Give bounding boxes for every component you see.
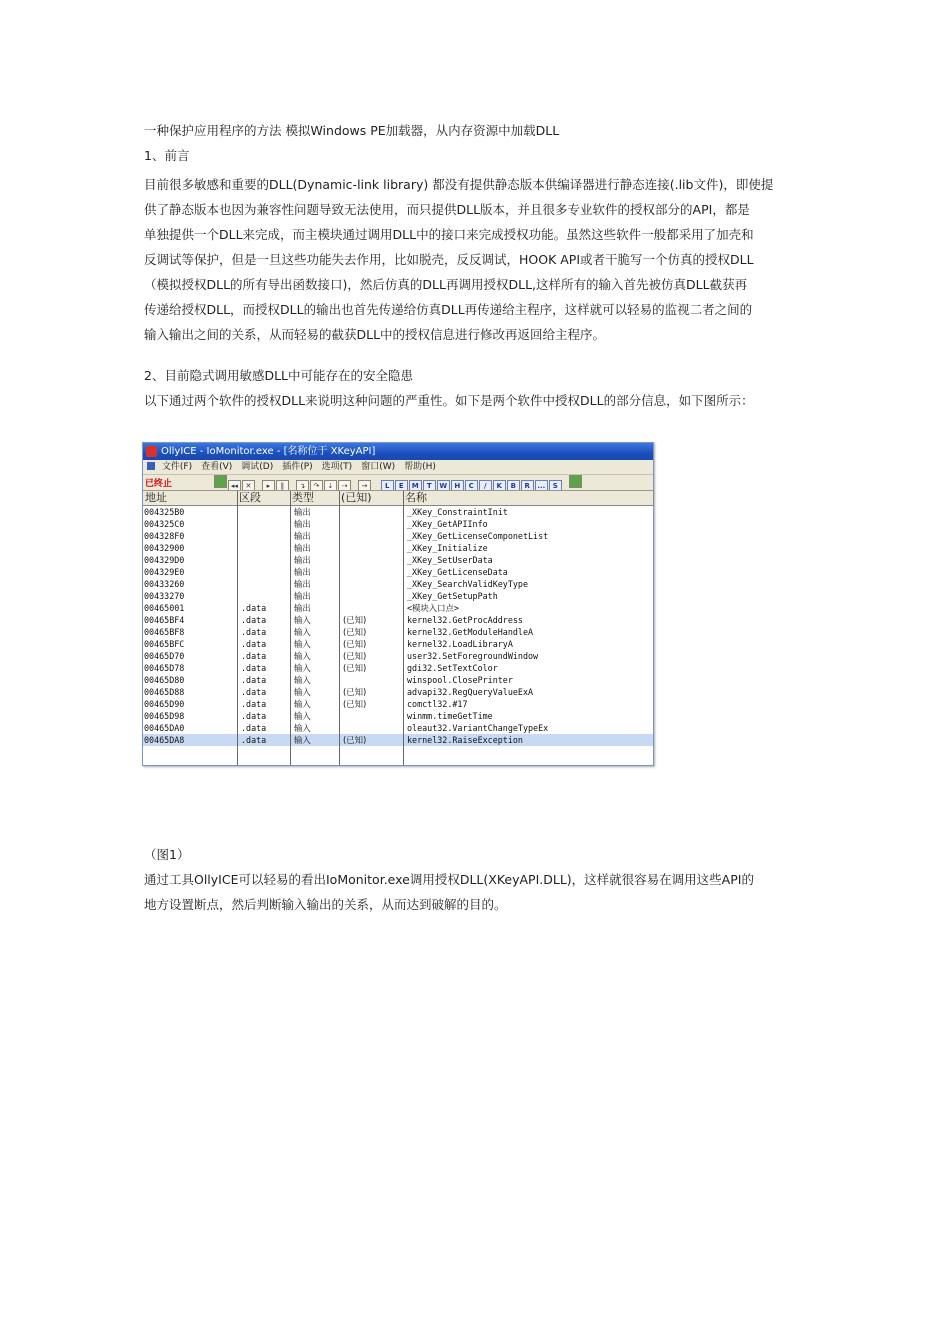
name-cell: _XKey_GetSetupPath [407,591,498,601]
type-cell: 输入 [294,627,311,637]
type-cell: 输出 [294,543,311,553]
type-cell: 输入 [294,663,311,673]
table-row[interactable] [143,554,653,566]
table-row[interactable] [143,602,653,614]
address-cell: 00433270 [144,591,185,601]
mdi-system-icon[interactable] [147,462,155,470]
ollyice-logo-icon [146,446,157,457]
figure-caption: （图1） [144,847,190,862]
type-cell: 输出 [294,591,311,601]
window-button[interactable]: K [493,480,506,491]
type-cell: 输入 [294,615,311,625]
step-into-icon[interactable]: ↴ [296,480,309,491]
section-cell: .data [241,711,267,721]
restart-icon[interactable]: ◂◂ [228,480,241,491]
section-cell: .data [241,735,267,745]
window-title: OllyICE - IoMonitor.exe - [名称位于 XKeyAPI] [161,446,376,457]
table-row[interactable] [143,722,653,734]
table-row[interactable] [143,674,653,686]
type-cell: 输入 [294,639,311,649]
name-cell: <模块入口点> [407,603,459,613]
address-cell: 00465D80 [144,675,185,685]
window-button[interactable]: / [479,480,492,491]
type-cell: 输入 [294,735,311,745]
section-cell: .data [241,627,267,637]
name-cell: _XKey_SetUserData [407,555,493,565]
name-cell: gdi32.SetTextColor [407,663,498,673]
address-cell: 00465D88 [144,687,185,697]
type-cell: 输入 [294,711,311,721]
window-button[interactable]: C [465,480,478,491]
type-cell: 输出 [294,531,311,541]
known-cell: (已知) [343,687,367,697]
menu-item[interactable]: 文件(F) [161,462,193,472]
name-cell: oleaut32.VariantChangeTypeEx [407,723,549,733]
section2-body: 以下通过两个软件的授权DLL来说明这种问题的严重性。如下是两个软件中授权DLL的部分信息，如下图所示： [144,393,754,408]
section1-heading: 1、前言 [144,148,190,163]
address-cell: 004329E0 [144,567,185,577]
table-row[interactable] [143,734,653,746]
section-cell: .data [241,699,267,709]
toolbar [143,475,653,491]
open-icon[interactable] [214,475,227,488]
address-cell: 00433260 [144,579,185,589]
table-row[interactable] [143,542,653,554]
name-cell: kernel32.GetProcAddress [407,615,523,625]
list-view-icon[interactable] [569,475,582,488]
menu-item[interactable]: 帮助(H) [404,462,436,472]
section-cell: .data [241,651,267,661]
document-body [144,118,808,413]
menu-item[interactable]: 窗口(W) [361,462,396,472]
trace-over-icon[interactable]: ⇢ [338,480,351,491]
section-cell: .data [241,687,267,697]
table-row[interactable] [143,650,653,662]
pause-icon[interactable]: ‖ [276,480,289,491]
section1-line: （模拟授权DLL的所有导出函数接口)，然后仿真的DLL再调用授权DLL,这样所有的输入首先被仿真DLL截获再 [144,277,748,292]
section1-line: 单独提供一个DLL来完成，而主模块通过调用DLL中的接口来完成授权功能。虽然这些软件一般都采用了加壳和 [144,227,754,242]
name-cell: _XKey_ConstraintInit [407,507,508,517]
table-row[interactable] [143,518,653,530]
address-cell: 004325B0 [144,507,185,517]
address-cell: 00465D78 [144,663,185,673]
document-after [144,842,808,917]
status-text: 已终止 [145,479,173,489]
name-cell: user32.SetForegroundWindow [407,651,539,661]
table-header [143,491,653,506]
document-title: 一种保护应用程序的方法 模拟Windows PE加载器，从内存资源中加载DLL [144,123,560,138]
table-row[interactable] [143,710,653,722]
column-header[interactable]: 名称 [403,491,654,505]
window-button[interactable]: M [409,480,422,491]
names-table [143,491,653,765]
type-cell: 输出 [294,603,311,613]
table-rows [143,506,653,746]
menu-item[interactable]: 调试(D) [241,462,274,472]
type-cell: 输出 [294,579,311,589]
window-button[interactable]: L [381,480,394,491]
known-cell: (已知) [343,615,367,625]
execute-till-return-icon[interactable]: → [358,480,371,491]
window-button[interactable]: H [451,480,464,491]
window-button[interactable]: B [507,480,520,491]
close-icon[interactable]: ✕ [242,480,255,491]
menu-item[interactable]: 查看(V) [201,462,233,472]
menu-item[interactable]: 选项(T) [321,462,353,472]
name-cell: winspool.ClosePrinter [407,675,513,685]
address-cell: 00465D70 [144,651,185,661]
section1-line: 目前很多敏感和重要的DLL(Dynamic-link library) 都没有提供静态版本供编译器进行静态连接(.lib文件)，即使提 [144,177,774,192]
run-icon[interactable]: ▸ [262,480,275,491]
type-cell: 输入 [294,687,311,697]
address-cell: 00465DA0 [144,723,185,733]
trace-into-icon[interactable]: ⇣ [324,480,337,491]
address-cell: 00465D90 [144,699,185,709]
name-cell: comctl32.#17 [407,699,468,709]
table-row[interactable] [143,614,653,626]
known-cell: (已知) [343,663,367,673]
window-button[interactable]: W [437,480,450,491]
address-cell: 00465BF4 [144,615,185,625]
name-cell: kernel32.GetModuleHandleA [407,627,534,637]
section-cell: .data [241,675,267,685]
type-cell: 输出 [294,555,311,565]
table-row[interactable] [143,662,653,674]
known-cell: (已知) [343,735,367,745]
name-cell: advapi32.RegQueryValueExA [407,687,534,697]
section-cell: .data [241,723,267,733]
type-cell: 输出 [294,507,311,517]
table-row[interactable] [143,626,653,638]
section-cell: .data [241,603,267,613]
address-cell: 00465BF8 [144,627,185,637]
address-cell: 00465BFC [144,639,185,649]
table-row[interactable] [143,686,653,698]
menu-item[interactable]: 插件(P) [282,462,313,472]
name-cell: kernel32.LoadLibraryA [407,639,513,649]
column-header[interactable]: 区段 [237,491,291,505]
table-row[interactable] [143,506,653,518]
window-titlebar[interactable] [143,443,653,460]
section1-line: 供了静态版本也因为兼容性问题导致无法使用，而只提供DLL版本，并且很多专业软件的授权部分的API，都是 [144,202,750,217]
table-row[interactable] [143,530,653,542]
table-row[interactable] [143,698,653,710]
type-cell: 输出 [294,567,311,577]
table-row[interactable] [143,566,653,578]
table-row[interactable] [143,578,653,590]
ollyice-window [142,442,654,766]
address-cell: 004325C0 [144,519,185,529]
section1-line: 反调试等保护，但是一旦这些功能失去作用，比如脱壳，反反调试，HOOK API或者干脆写一个仿真的授权DLL [144,252,754,267]
name-cell: _XKey_SearchValidKeyType [407,579,529,589]
column-header[interactable]: (已知) [339,491,404,505]
address-cell: 004329D0 [144,555,185,565]
type-cell: 输入 [294,675,311,685]
name-cell: _XKey_GetLicenseComponetList [407,531,549,541]
section2-heading: 2、目前隐式调用敏感DLL中可能存在的安全隐患 [144,368,414,383]
window-button[interactable]: T [423,480,436,491]
known-cell: (已知) [343,651,367,661]
section-cell: .data [241,663,267,673]
name-cell: _XKey_Initialize [407,543,488,553]
section1-body [144,172,808,347]
after-line: 通过工具OllyICE可以轻易的看出IoMonitor.exe调用授权DLL(XKeyAPI.DLL)，这样就很容易在调用这些API的 [144,872,754,887]
name-cell: kernel32.RaiseException [407,735,523,745]
address-cell: 00465001 [144,603,185,613]
column-header[interactable]: 地址 [143,491,238,505]
type-cell: 输入 [294,723,311,733]
address-cell: 00465DA8 [144,735,185,745]
window-button[interactable]: E [395,480,408,491]
section1-line: 传递给授权DLL，而授权DLL的输出也首先传递给仿真DLL再传递给主程序，这样就可以轻易的监视二者之间的 [144,302,753,317]
step-over-icon[interactable]: ↷ [310,480,323,491]
after-line: 地方设置断点，然后判断输入输出的关系，从而达到破解的目的。 [144,897,507,912]
table-row[interactable] [143,590,653,602]
type-cell: 输入 [294,699,311,709]
after-body [144,867,808,917]
window-button[interactable]: ... [535,480,548,491]
address-cell: 00465D98 [144,711,185,721]
address-cell: 00432900 [144,543,185,553]
table-row[interactable] [143,638,653,650]
known-cell: (已知) [343,639,367,649]
address-cell: 004328F0 [144,531,185,541]
section-cell: .data [241,615,267,625]
known-cell: (已知) [343,627,367,637]
name-cell: winmm.timeGetTime [407,711,493,721]
known-cell: (已知) [343,699,367,709]
menu-bar [143,460,653,475]
type-cell: 输出 [294,519,311,529]
window-button[interactable]: S [549,480,562,491]
name-cell: _XKey_GetLicenseData [407,567,508,577]
column-header[interactable]: 类型 [290,491,340,505]
type-cell: 输入 [294,651,311,661]
section-cell: .data [241,639,267,649]
name-cell: _XKey_GetAPIInfo [407,519,488,529]
section1-line: 输入输出之间的关系，从而轻易的截获DLL中的授权信息进行修改再返回给主程序。 [144,327,606,342]
window-button[interactable]: R [521,480,534,491]
